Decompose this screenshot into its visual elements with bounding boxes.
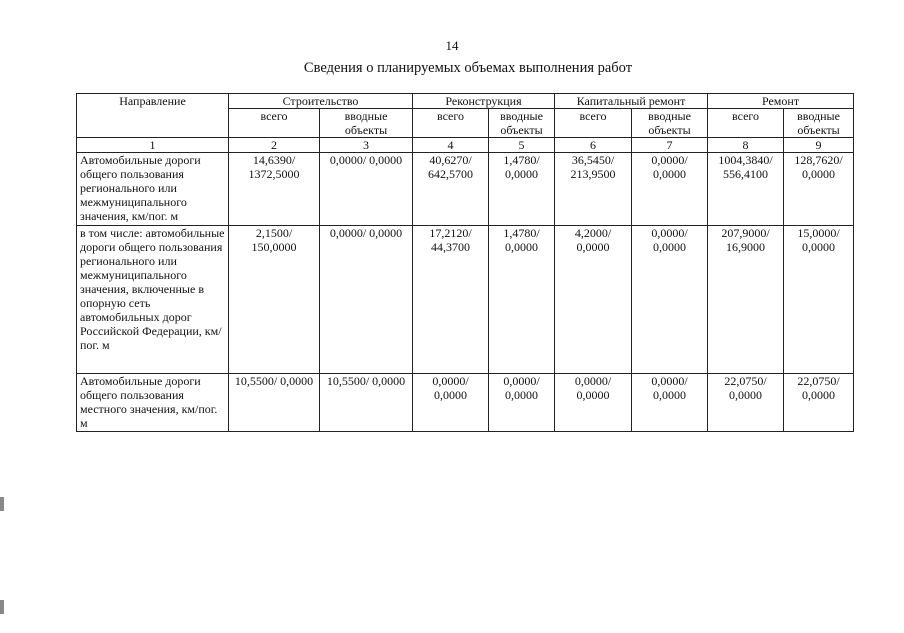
table-cell: 22,0750/ 0,0000 (784, 374, 854, 432)
table-cell: 40,6270/ 642,5700 (413, 153, 489, 226)
scan-edge-mark (0, 600, 4, 614)
table-cell: 2,1500/ 150,0000 (229, 226, 320, 374)
table-cell: 0,0000/ 0,0000 (632, 226, 708, 374)
subheader-entry-objects: вводные объекты (784, 109, 854, 138)
column-number: 7 (632, 138, 708, 153)
table-cell: 207,9000/ 16,9000 (708, 226, 784, 374)
subheader-total: всего (708, 109, 784, 138)
column-number: 9 (784, 138, 854, 153)
works-volume-table (76, 93, 854, 432)
table-cell: 1004,3840/ 556,4100 (708, 153, 784, 226)
table-cell: 0,0000/ 0,0000 (320, 226, 413, 374)
table-row (77, 226, 854, 374)
table-row (77, 153, 854, 226)
table-cell: 0,0000/ 0,0000 (320, 153, 413, 226)
group-header-repair: Ремонт (708, 94, 854, 109)
table-cell: 36,5450/ 213,9500 (555, 153, 632, 226)
column-number: 2 (229, 138, 320, 153)
table-cell: 10,5500/ 0,0000 (320, 374, 413, 432)
subheader-entry-objects: вводные объекты (489, 109, 555, 138)
table-cell: 10,5500/ 0,0000 (229, 374, 320, 432)
group-header-reconstruction: Реконструкция (413, 94, 555, 109)
subheader-entry-objects: вводные объекты (320, 109, 413, 138)
subheader-total: всего (555, 109, 632, 138)
table-cell: 17,2120/ 44,3700 (413, 226, 489, 374)
subheader-entry-objects: вводные объекты (632, 109, 708, 138)
table-cell: 14,6390/ 1372,5000 (229, 153, 320, 226)
subheader-total: всего (413, 109, 489, 138)
group-header-construction: Строительство (229, 94, 413, 109)
table-cell: 128,7620/ 0,0000 (784, 153, 854, 226)
row-direction: Автомобильные дороги общего пользования местного значения, км/пог. м (77, 374, 229, 432)
column-number: 3 (320, 138, 413, 153)
column-number: 4 (413, 138, 489, 153)
table-cell: 0,0000/ 0,0000 (413, 374, 489, 432)
table-cell: 1,4780/ 0,0000 (489, 153, 555, 226)
subheader-total: всего (229, 109, 320, 138)
table-cell: 15,0000/ 0,0000 (784, 226, 854, 374)
row-direction: Автомобильные дороги общего пользования регионального или межмуниципального значения, км/пог. м (77, 153, 229, 226)
group-header-capital-repair: Капитальный ремонт (555, 94, 708, 109)
direction-header: Направление (77, 94, 229, 138)
table-cell: 4,2000/ 0,0000 (555, 226, 632, 374)
scan-edge-mark (0, 497, 4, 511)
page-number: 14 (445, 38, 459, 53)
table-cell: 1,4780/ 0,0000 (489, 226, 555, 374)
table-cell: 0,0000/ 0,0000 (632, 153, 708, 226)
table-cell: 0,0000/ 0,0000 (489, 374, 555, 432)
column-number: 8 (708, 138, 784, 153)
column-number: 1 (77, 138, 229, 153)
table-cell: 22,0750/ 0,0000 (708, 374, 784, 432)
table-cell: 0,0000/ 0,0000 (632, 374, 708, 432)
column-number: 5 (489, 138, 555, 153)
table-cell: 0,0000/ 0,0000 (555, 374, 632, 432)
document-title: Сведения о планируемых объемах выполнения работ (303, 60, 633, 76)
table-row (77, 374, 854, 432)
column-number: 6 (555, 138, 632, 153)
row-direction: в том числе: автомобильные дороги общего пользования регионального или межмуниципального значения, включенные в опорную сеть автомобильных дорог Российской Федерации, км/пог. м (77, 226, 229, 374)
